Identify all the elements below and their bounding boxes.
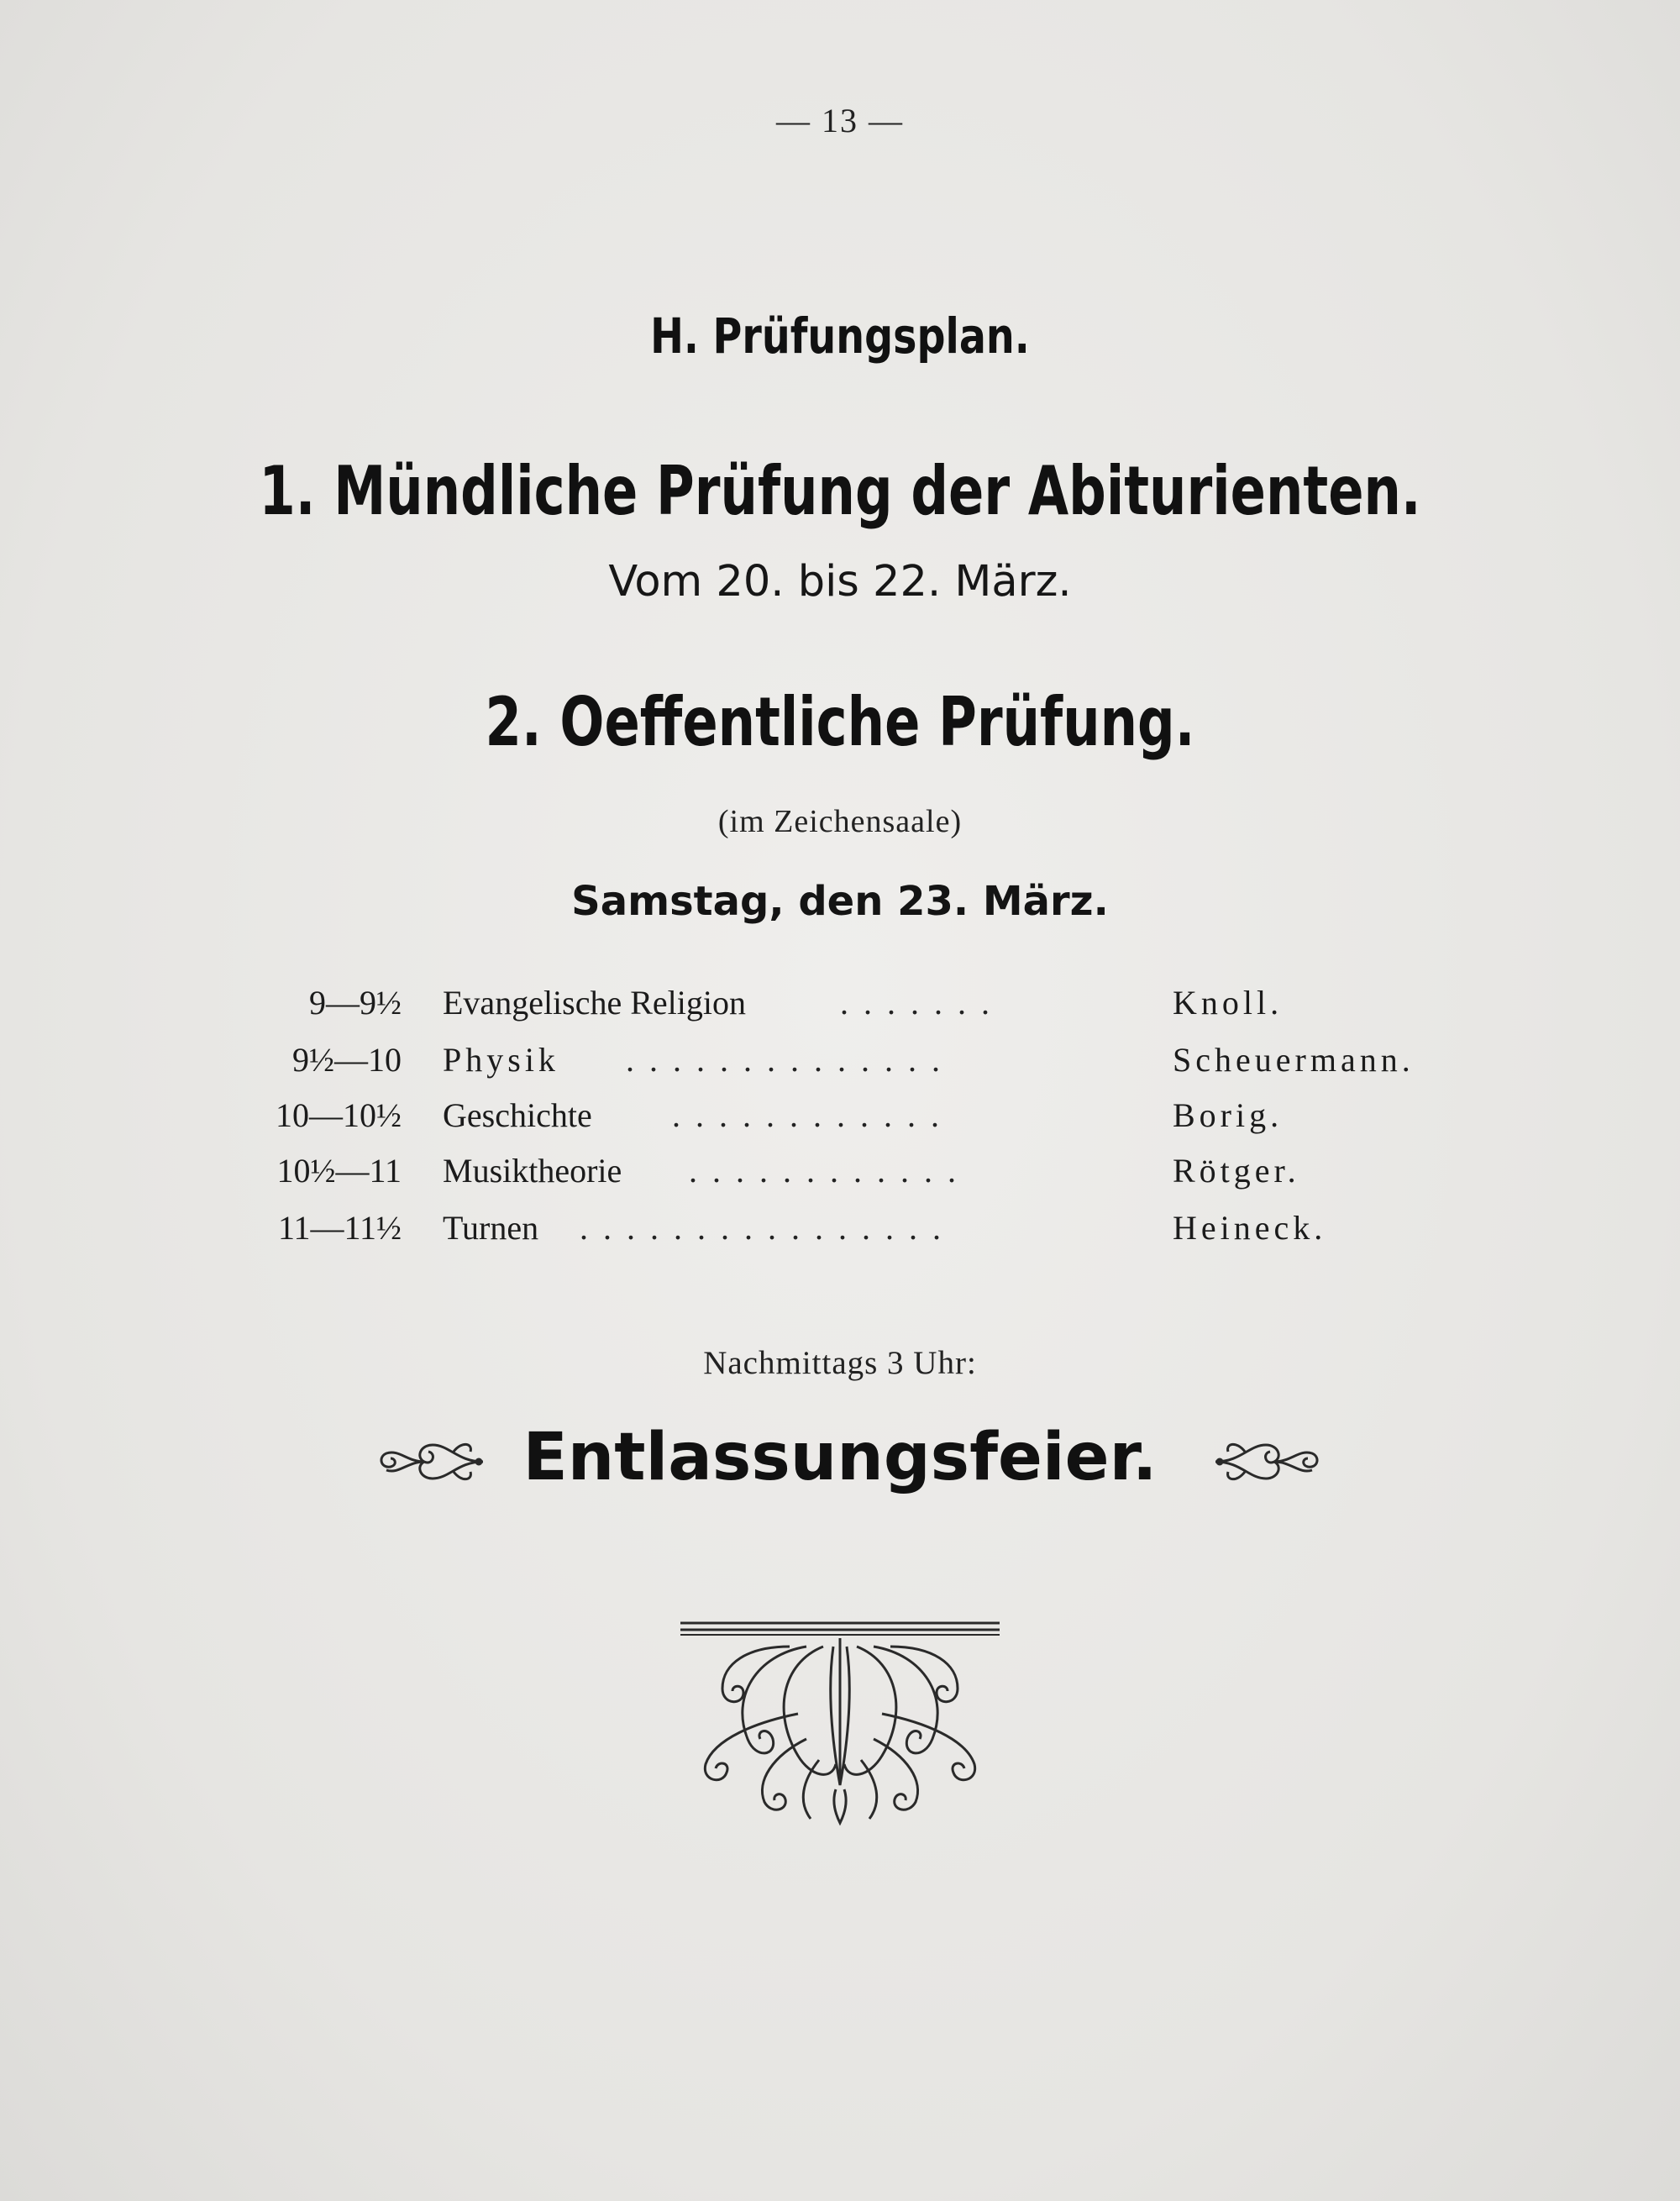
public-exam-date: Samstag, den 23. März. xyxy=(571,878,1109,925)
schedule-teacher: Heineck. xyxy=(1173,1209,1327,1247)
schedule-row xyxy=(0,1151,1680,1201)
schedule-time: 9—9½ xyxy=(309,984,402,1022)
closing-ceremony: Entlassungsfeier. xyxy=(522,1420,1158,1495)
section-heading: H. Prüfungsplan. xyxy=(650,307,1030,365)
schedule-time: 10½—11 xyxy=(276,1152,402,1190)
schedule-subject: Turnen xyxy=(443,1209,539,1247)
schedule-subject: Physik xyxy=(443,1041,559,1079)
schedule-row xyxy=(0,1095,1680,1146)
schedule-teacher: Knoll. xyxy=(1173,984,1284,1022)
leader-dots: ................ xyxy=(580,1209,956,1247)
public-exam-location: (im Zeichensaale) xyxy=(717,804,963,839)
leader-dots: .............. xyxy=(626,1041,955,1079)
schedule-row xyxy=(0,1208,1680,1258)
schedule-subject: Geschichte xyxy=(443,1096,592,1134)
public-exam-title: 2. Oeffentliche Prüfung. xyxy=(485,683,1195,761)
schedule-time: 9½—10 xyxy=(292,1041,402,1079)
schedule-subject: Musiktheorie xyxy=(443,1152,622,1190)
schedule-row xyxy=(0,983,1680,1033)
flourish-ornament-icon xyxy=(1211,1428,1325,1495)
oral-exam-title: 1. Mündliche Prüfung der Abiturienten. xyxy=(259,452,1421,530)
palmette-vignette-icon xyxy=(672,1613,1008,1831)
leader-dots: ............ xyxy=(689,1152,971,1190)
page-number: — 13 — xyxy=(776,102,904,139)
schedule-time: 11—11½ xyxy=(277,1209,402,1247)
schedule-row xyxy=(0,1040,1680,1090)
leader-dots: ....... xyxy=(840,984,1005,1022)
schedule-subject: Evangelische Religion xyxy=(443,984,747,1022)
schedule-teacher: Scheuermann. xyxy=(1173,1041,1415,1079)
oral-exam-date: Vom 20. bis 22. März. xyxy=(608,557,1072,607)
schedule-time: 10—10½ xyxy=(276,1096,402,1134)
leader-dots: ............ xyxy=(672,1096,954,1134)
schedule-teacher: Borig. xyxy=(1173,1096,1284,1134)
afternoon-time: Nachmittags 3 Uhr: xyxy=(703,1345,977,1381)
schedule-teacher: Rötger. xyxy=(1173,1152,1300,1190)
